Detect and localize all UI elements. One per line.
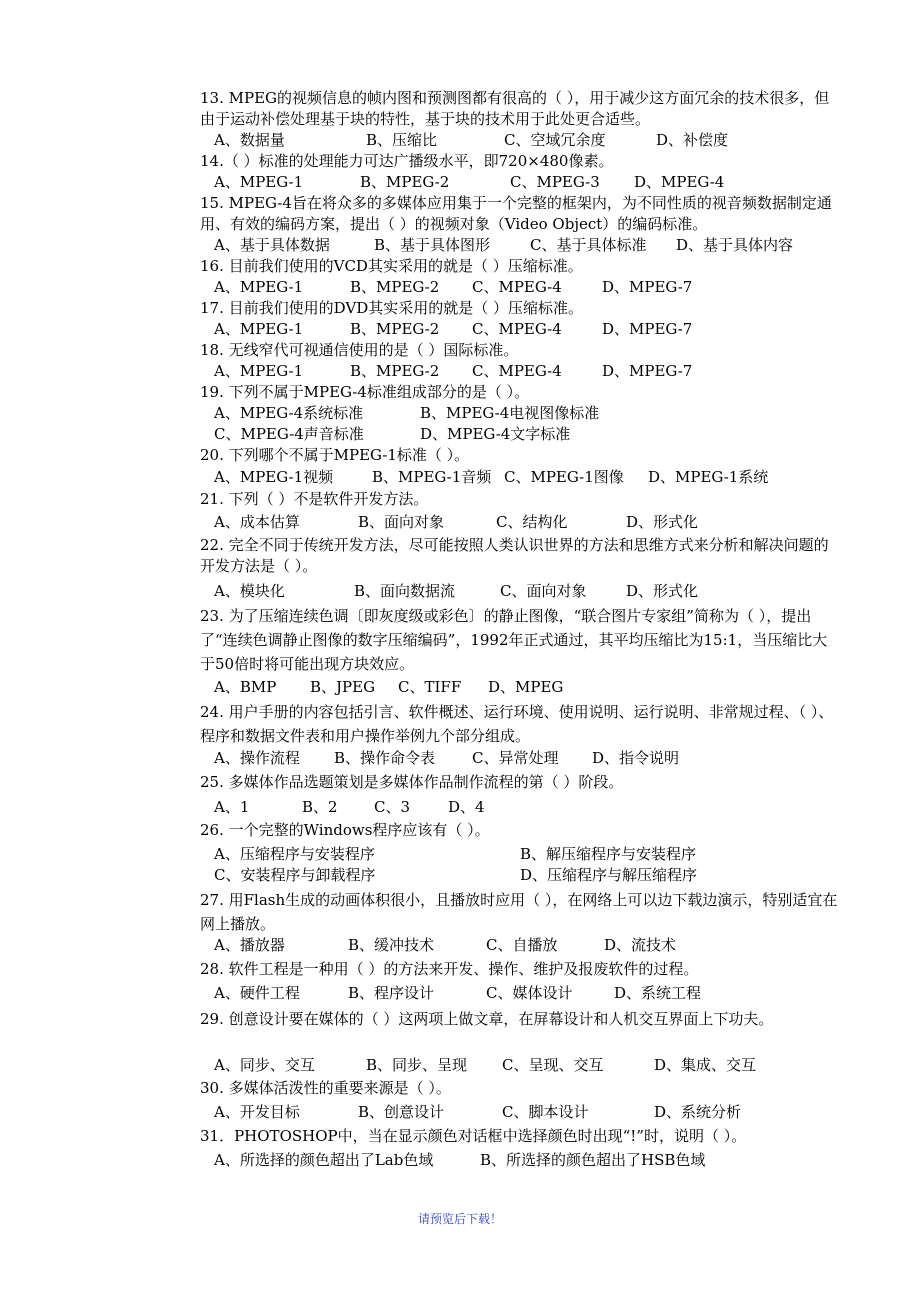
option-b: B、面向对象 <box>358 513 445 531</box>
question-15: 15. MPEG-4旨在将众多的多媒体应用集于一个完整的框架内，为不同性质的视音频数据制定通用、有效的编码方案，提出（ ）的视频对象（Video Object）的编码标准。 <box>200 194 832 233</box>
option-b: B、同步、呈现 <box>366 1056 468 1074</box>
option-a: A、MPEG-4系统标准 <box>214 404 364 422</box>
option-c: C、基于具体标准 <box>530 236 647 254</box>
option-b: B、2 <box>302 798 338 816</box>
option-d: D、形式化 <box>626 513 699 531</box>
option-c: C、3 <box>374 798 411 816</box>
footer-download-note: 请预览后下载！ <box>417 1212 502 1226</box>
option-c: C、自播放 <box>486 936 558 954</box>
option-d: D、压缩程序与解压缩程序 <box>520 866 698 884</box>
option-b: B、创意设计 <box>358 1103 445 1121</box>
option-a: A、操作流程 <box>214 749 300 767</box>
option-b: B、程序设计 <box>348 984 435 1002</box>
question-17: 17. 目前我们使用的DVD其实采用的就是（ ）压缩标准。 <box>200 299 584 317</box>
question-26: 26. 一个完整的Windows程序应该有（ ）。 <box>200 821 490 839</box>
option-d: D、MPEG-7 <box>602 362 693 380</box>
option-b: B、MPEG-2 <box>350 320 440 338</box>
question-23: 23. 为了压缩连续色调〔即灰度级或彩色〕的静止图像，“联合图片专家组”简称为（ ），提出了“连续色调静止图像的数字压缩编码”，1992年正式通过，其平均压缩比为15:1，当压缩比大于50倍时将可能出现方块效应。 <box>200 607 828 673</box>
option-a: A、播放器 <box>214 936 285 954</box>
option-b: B、操作命令表 <box>334 749 436 767</box>
option-a: A、BMP <box>214 678 277 696</box>
question-24: 24. 用户手册的内容包括引言、软件概述、运行环境、使用说明、运行说明、非常规过程、（ ）、程序和数据文件表和用户操作举例九个部分组成。 <box>200 703 834 745</box>
option-a: A、开发目标 <box>214 1103 300 1121</box>
option-d: D、形式化 <box>626 582 699 600</box>
option-c: C、媒体设计 <box>486 984 573 1002</box>
option-d: D、系统分析 <box>654 1103 742 1121</box>
option-a: A、MPEG-1 <box>214 278 304 296</box>
option-d: D、MPEG <box>488 678 564 696</box>
option-d: D、MPEG-1系统 <box>648 468 769 486</box>
option-c: C、MPEG-4 <box>472 278 562 296</box>
option-a: A、模块化 <box>214 582 285 600</box>
option-b: B、MPEG-2 <box>350 362 440 380</box>
question-22: 22. 完全不同于传统开发方法，尽可能按照人类认识世界的方法和思维方式来分析和解决问题的开发方法是（ ）。 <box>200 536 829 575</box>
option-d: D、流技术 <box>604 936 677 954</box>
question-27: 27. 用Flash生成的动画体积很小，且播放时应用（ ），在网络上可以边下载边演示，特别适宜在网上播放。 <box>200 891 838 933</box>
option-a: A、同步、交互 <box>214 1056 315 1074</box>
option-b: B、缓冲技术 <box>348 936 435 954</box>
question-16: 16. 目前我们使用的VCD其实采用的就是（ ）压缩标准。 <box>200 257 583 275</box>
option-c: C、结构化 <box>496 513 568 531</box>
option-d: D、系统工程 <box>614 984 702 1002</box>
question-25: 25. 多媒体作品选题策划是多媒体作品制作流程的第（ ）阶段。 <box>200 773 624 791</box>
question-28: 28. 软件工程是一种用（ ）的方法来开发、操作、维护及报废软件的过程。 <box>200 960 699 978</box>
question-31: 31．PHOTOSHOP中，当在显示颜色对话框中选择颜色时出现“!”时，说明（ ）。 <box>200 1127 747 1145</box>
question-30: 30. 多媒体活泼性的重要来源是（ ）。 <box>200 1079 451 1097</box>
question-18: 18. 无线窄代可视通信使用的是（ ）国际标准。 <box>200 341 519 359</box>
question-21: 21. 下列（ ）不是软件开发方法。 <box>200 490 429 508</box>
option-c: C、TIFF <box>398 678 462 696</box>
option-d: D、4 <box>448 798 485 816</box>
option-b: B、压缩比 <box>366 131 438 149</box>
option-a: A、数据量 <box>214 131 285 149</box>
option-a: A、所选择的颜色超出了Lab色域 <box>214 1151 434 1169</box>
option-b: B、MPEG-4电视图像标准 <box>420 404 600 422</box>
option-c: C、呈现、交互 <box>502 1056 604 1074</box>
option-c: C、MPEG-4 <box>472 320 562 338</box>
option-c: C、MPEG-1图像 <box>504 468 624 486</box>
option-a: A、MPEG-1 <box>214 362 304 380</box>
option-a: A、1 <box>214 798 250 816</box>
option-b: B、面向数据流 <box>354 582 456 600</box>
option-b: B、所选择的颜色超出了HSB色域 <box>480 1151 706 1169</box>
option-a: A、成本估算 <box>214 513 300 531</box>
option-d: D、MPEG-7 <box>602 320 693 338</box>
option-d: D、补偿度 <box>656 131 729 149</box>
question-29: 29. 创意设计要在媒体的（ ）这两项上做文章，在屏幕设计和人机交互界面上下功夫。 <box>200 1010 774 1028</box>
option-c: C、面向对象 <box>500 582 587 600</box>
option-a: A、MPEG-1 <box>214 320 304 338</box>
option-b: B、解压缩程序与安装程序 <box>520 845 697 863</box>
question-20: 20. 下列哪个不属于MPEG-1标准（ ）。 <box>200 446 470 464</box>
option-b: B、MPEG-2 <box>350 278 440 296</box>
option-c: C、MPEG-4声音标准 <box>214 425 364 443</box>
option-d: D、MPEG-4 <box>634 173 725 191</box>
option-a: A、压缩程序与安装程序 <box>214 845 375 863</box>
option-b: B、MPEG-2 <box>360 173 450 191</box>
option-a: A、基于具体数据 <box>214 236 330 254</box>
option-c: C、MPEG-3 <box>510 173 600 191</box>
option-c: C、脚本设计 <box>502 1103 589 1121</box>
option-a: A、MPEG-1 <box>214 173 304 191</box>
question-19: 19. 下列不属于MPEG-4标准组成部分的是（ ）。 <box>200 383 530 401</box>
option-b: B、MPEG-1音频 <box>372 468 492 486</box>
question-14: 14.（ ）标准的处理能力可达广播级水平，即720×480像素。 <box>200 152 614 170</box>
option-c: C、安装程序与卸载程序 <box>214 866 376 884</box>
option-b: B、JPEG <box>310 678 376 696</box>
option-d: D、基于具体内容 <box>676 236 794 254</box>
option-d: D、集成、交互 <box>654 1056 757 1074</box>
option-c: C、异常处理 <box>472 749 559 767</box>
question-13: 13. MPEG的视频信息的帧内图和预测图都有很高的（ ），用于减少这方面冗余的技术很多，但由于运动补偿处理基于块的特性，基于块的技术用于此处更合适些。 <box>200 89 830 128</box>
option-a: A、MPEG-1视频 <box>214 468 334 486</box>
option-c: C、MPEG-4 <box>472 362 562 380</box>
option-d: D、MPEG-4文字标准 <box>420 425 571 443</box>
option-c: C、空域冗余度 <box>504 131 606 149</box>
option-a: A、硬件工程 <box>214 984 300 1002</box>
option-d: D、指令说明 <box>592 749 680 767</box>
option-b: B、基于具体图形 <box>374 236 491 254</box>
option-d: D、MPEG-7 <box>602 278 693 296</box>
